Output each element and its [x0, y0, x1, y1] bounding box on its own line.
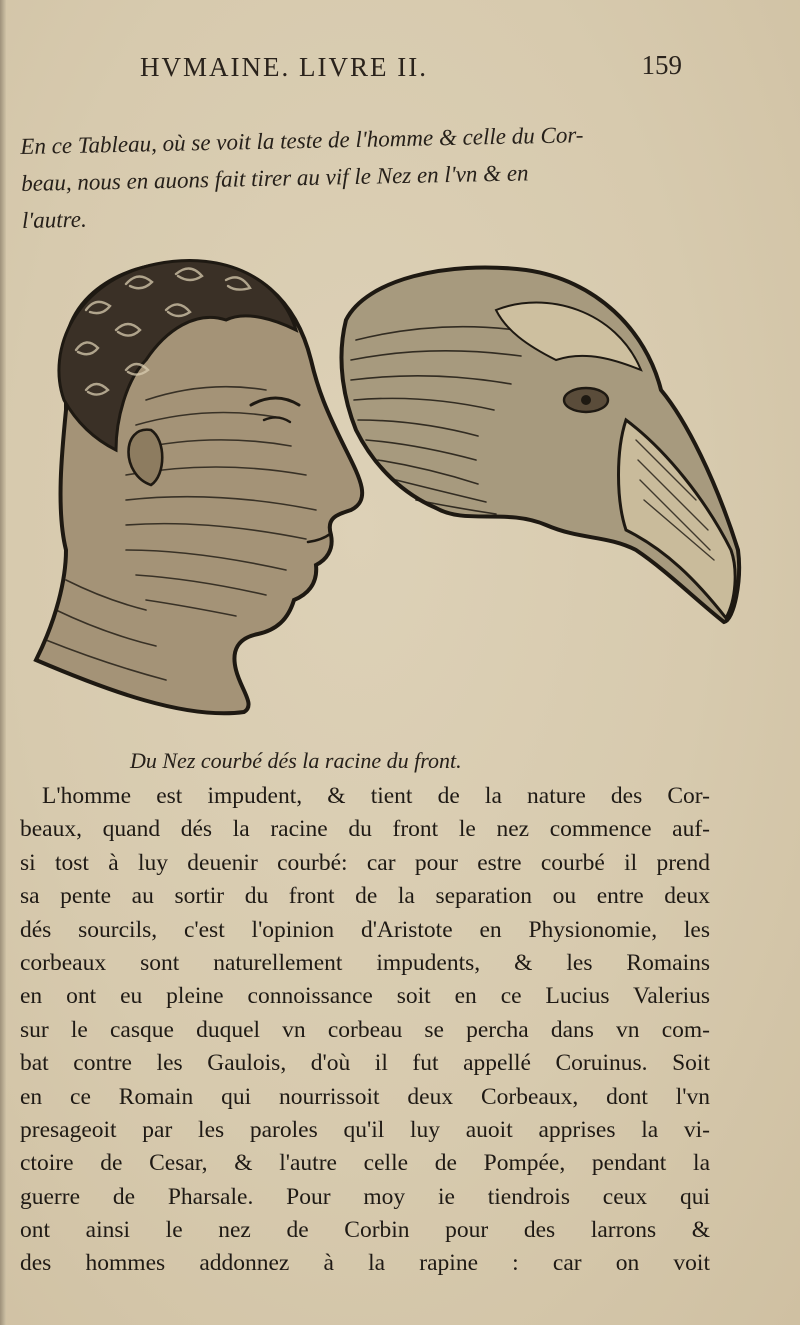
page-header: [140, 48, 700, 88]
page-gutter-shadow: [0, 0, 6, 1325]
running-head: HVMAINE. LIVRE II.: [140, 52, 428, 82]
body-paragraph: [20, 780, 710, 1281]
caption-line: l'autre.: [21, 206, 87, 233]
body-line: des hommes addonnez à la rapine : car on voit: [20, 1250, 710, 1277]
body-line: en ce Romain qui nourrissoit deux Corbeaux, dont l'vn: [20, 1083, 710, 1110]
body-line: bat contre les Gaulois, d'où il fut appellé Coruinus. Soit: [20, 1050, 710, 1077]
body-line: guerre de Pharsale. Pour moy ie tiendrois ceux qui: [20, 1183, 710, 1210]
woodcut-illustration: [26, 250, 746, 720]
body-line: sa pente au sortir du front de la separation ou entre deux: [20, 883, 710, 910]
body-line: ont ainsi le nez de Corbin pour des larrons &: [20, 1217, 710, 1244]
body-line: beaux, quand dés la racine du front le nez commence auf-: [20, 816, 710, 843]
woodcut-svg: [26, 250, 746, 720]
raven-head: [341, 267, 739, 622]
body-line: sur le casque duquel vn corbeau se percha dans vn com-: [20, 1016, 710, 1043]
caption-line: En ce Tableau, où se voit la teste de l'homme & celle du Cor-: [20, 122, 584, 159]
body-line: presageoit par les paroles qu'il luy auoit apprises la vi-: [20, 1116, 710, 1143]
human-head-profile: [36, 261, 362, 714]
body-line: corbeaux sont naturellement impudents, & les Romains: [20, 949, 710, 976]
body-line: L'homme est impudent, & tient de la nature des Cor-: [42, 783, 710, 809]
body-line: si tost à luy deuenir courbé: car pour estre courbé il prend: [20, 849, 710, 876]
caption-line: beau, nous en auons fait tirer au vif le Nez en l'vn & en: [20, 160, 529, 196]
figure-caption: [20, 114, 692, 239]
body-line: dés sourcils, c'est l'opinion d'Aristote en Physionomie, les: [20, 916, 710, 943]
page-number: 159: [641, 50, 682, 80]
body-line: ctoire de Cesar, & l'autre celle de Pompée, pendant la: [20, 1150, 710, 1177]
section-heading: Du Nez courbé dés la racine du front.: [130, 748, 462, 773]
body-line: en ont eu pleine connoissance soit en ce Lucius Valerius: [20, 983, 710, 1010]
